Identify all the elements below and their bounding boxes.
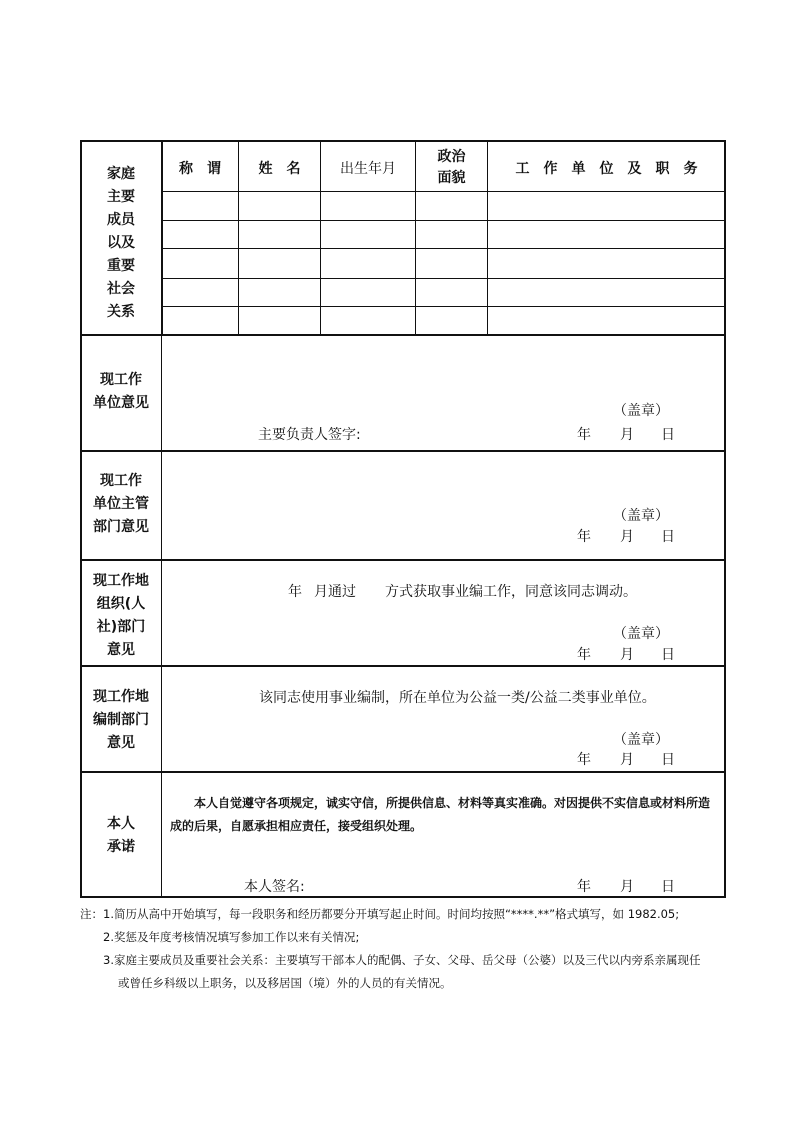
label-line: 单位意见 <box>93 395 149 411</box>
pledge-text-line: 成的后果，自愿承担相应责任，接受组织处理。 <box>170 819 423 833</box>
note-line: 3.家庭主要成员及重要社会关系：主要填写干部本人的配偶、子女、父母、岳父母（公婆）以及三代以内旁系亲属现任 <box>103 953 701 967</box>
label-line: 现工作 <box>100 372 142 388</box>
signer-label: 主要负责人签字: <box>258 427 361 443</box>
label-line: 组织(人 <box>96 596 146 612</box>
label-line: 编制部门 <box>93 712 149 728</box>
seal-text: （盖章） <box>613 508 669 524</box>
header-political-line: 政治 <box>437 149 466 165</box>
label-line: 以及 <box>107 235 135 251</box>
seal-text: （盖章） <box>613 403 669 419</box>
label-line: 现工作 <box>100 473 142 489</box>
label-line: 社会 <box>107 281 135 297</box>
date-month: 月 <box>620 427 634 443</box>
label-line: 意见 <box>107 642 135 658</box>
label-line: 家庭 <box>107 166 135 182</box>
label-line: 主要 <box>107 189 135 205</box>
statement-year: 年 <box>288 584 302 600</box>
label-line: 关系 <box>107 304 135 320</box>
seal-text: （盖章） <box>613 626 669 642</box>
label-line: 单位主管 <box>93 496 149 512</box>
label-line: 承诺 <box>107 839 135 855</box>
date-year: 年 <box>577 529 591 545</box>
label-line: 成员 <box>107 212 135 228</box>
label-line: 现工作地 <box>93 573 149 589</box>
date-month: 月 <box>620 647 634 663</box>
family-label <box>80 163 162 324</box>
work-unit-opinion-label <box>80 369 162 415</box>
supervisor-opinion-label <box>80 470 162 539</box>
label-line: 意见 <box>107 735 135 751</box>
label-line: 重要 <box>107 258 135 274</box>
label-line: 本人 <box>107 816 135 832</box>
label-line: 社)部门 <box>96 619 146 635</box>
date-day: 日 <box>661 529 675 545</box>
section-divider <box>80 665 726 667</box>
date-year: 年 <box>577 647 591 663</box>
header-relation: 称 谓 <box>179 161 221 177</box>
date-day: 日 <box>661 427 675 443</box>
header-political-line: 面貌 <box>437 170 466 186</box>
row-divider <box>162 306 725 307</box>
statement-month: 月通过 <box>314 584 356 600</box>
hr-department-opinion-label <box>80 570 162 662</box>
header-political-status <box>416 150 487 186</box>
label-line: 部门意见 <box>93 519 149 535</box>
date-month: 月 <box>620 752 634 768</box>
note-line: 注：1.简历从高中开始填写，每一段职务和经历都要分开填写起止时间。时间均按照“****.**”格式填写，如 1982.05; <box>80 907 680 921</box>
note-line: 或曾任乡科级以上职务，以及移居国（境）外的人员的有关情况。 <box>118 976 452 990</box>
section-divider <box>80 771 726 773</box>
pledge-text-line: 本人自觉遵守各项规定，诚实守信，所提供信息、材料等真实准确。对因提供不实信息或材料所造 <box>194 796 711 810</box>
row-divider <box>162 220 725 221</box>
label-line: 现工作地 <box>93 689 149 705</box>
header-name: 姓 名 <box>258 161 301 177</box>
section-divider <box>80 450 726 452</box>
staffing-department-opinion-label <box>80 686 162 755</box>
section-divider <box>80 559 726 561</box>
note-line: 2.奖惩及年度考核情况填写参加工作以来有关情况; <box>103 930 360 944</box>
signer-label: 本人签名: <box>244 879 305 895</box>
seal-text: （盖章） <box>613 732 669 748</box>
date-day: 日 <box>661 647 675 663</box>
date-year: 年 <box>577 427 591 443</box>
date-month: 月 <box>620 529 634 545</box>
header-workplace: 工 作 单 位 及 职 务 <box>515 161 698 177</box>
date-day: 日 <box>661 752 675 768</box>
row-divider <box>162 191 725 192</box>
row-divider <box>162 278 725 279</box>
row-divider <box>162 248 725 249</box>
section-divider <box>80 334 726 336</box>
statement-text: 该同志使用事业编制，所在单位为公益一类/公益二类事业单位。 <box>259 690 656 706</box>
header-birth: 出生年月 <box>340 161 396 177</box>
footnotes <box>80 903 700 995</box>
date-year: 年 <box>577 879 591 895</box>
date-day: 日 <box>661 879 675 895</box>
statement-text: 方式获取事业编工作，同意该同志调动。 <box>385 584 637 600</box>
date-year: 年 <box>577 752 591 768</box>
personal-pledge-label <box>80 813 162 859</box>
date-month: 月 <box>620 879 634 895</box>
